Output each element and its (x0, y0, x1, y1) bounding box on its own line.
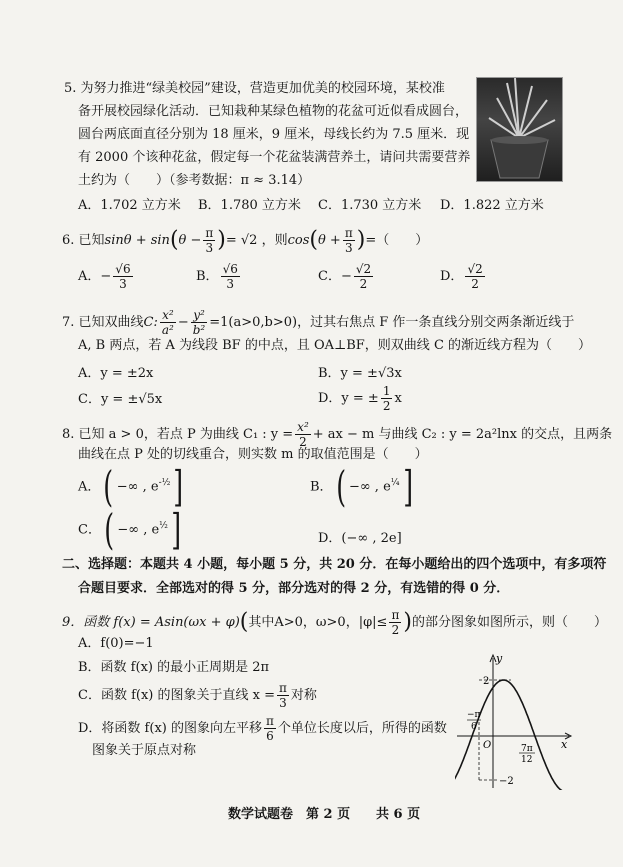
q8-option-a-lbracket: ( (103, 462, 114, 511)
q6-option-c-den: 2 (359, 277, 368, 291)
q5-option-d: D．1.822 立方米 (440, 198, 544, 213)
q6-stem-b: θ − (178, 233, 202, 248)
q7-option-d-den: 2 (382, 399, 391, 413)
q7-option-a: A．y = ±2x (78, 366, 154, 381)
q5-option-c: C．1.730 立方米 (318, 198, 422, 213)
q9-option-c (78, 681, 317, 710)
q5-line3: 圆台两底面直径分别为 18 厘米，9 厘米，母线长约为 7.5 厘米．现 (78, 127, 470, 142)
left-x-num: −π (467, 710, 481, 720)
q6-option-c-num: √2 (355, 262, 372, 276)
q9-stem-c: 的部分图象如图所示，则（ ） (411, 615, 607, 630)
q9-option-d-b: 个单位长度以后，所得的函数 (277, 721, 447, 736)
q8-option-b-rbracket: ] (402, 462, 413, 511)
q6-stem-c: = √2 ，则 (225, 233, 288, 248)
q7-line2: A, B 两点，若 A 为线段 BF 的中点，且 OA⊥BF，则双曲线 C 的渐近线方程为（ ） (78, 338, 592, 353)
origin-label: O (483, 740, 492, 751)
q8-frac-den: 2 (299, 435, 307, 449)
q9-frac (389, 608, 401, 637)
q8-frac-num: x² (297, 420, 309, 434)
section2-line1: 二、选择题：本题共 4 小题，每小题 5 分，共 20 分．在每小题给出的四个选项中，有多项符 (62, 557, 607, 572)
q9-stem-a: 9．函数 f(x) = Asin(ωx + φ) (62, 615, 240, 630)
left-x-den: 6 (471, 722, 477, 732)
q8-option-c-body: −∞ , e (117, 522, 160, 538)
q6-paren-open-2: ( (309, 227, 318, 253)
q6-option-d-den: 2 (471, 277, 479, 291)
q8-line2: 曲线在点 P 处的切线重合，则实数 m 的取值范围是（ ） (78, 447, 428, 462)
q7-frac-x (160, 308, 176, 337)
q8-option-b-label: B． (310, 479, 333, 495)
q6-option-d-num: √2 (467, 262, 483, 276)
q6-stem-e: θ + (317, 233, 341, 248)
q5-line5: 土约为（ ）（参考数据：π ≈ 3.14） (78, 173, 311, 188)
q7-frac-y (191, 308, 208, 337)
min-label: −2 (499, 776, 514, 787)
flowerpot-photo (476, 77, 563, 182)
q6-frac-2-num: π (344, 226, 353, 240)
q8-option-a-label: A． (78, 479, 101, 495)
q8-option-c (78, 505, 184, 554)
q8-option-c-lbracket: ( (104, 505, 115, 554)
q6-option-b-den: 3 (226, 277, 235, 291)
q6-option-a-num: √6 (115, 262, 131, 276)
q5-line4: 有 2000 个该种花盆，假定每一个花盆装满营养土，请问共需要营养 (78, 150, 471, 165)
q9-frac-den: 2 (391, 623, 400, 637)
q6-option-b-num: √6 (222, 262, 238, 276)
q9-option-d-a: D．将函数 f(x) 的图象向左平移 (78, 721, 262, 736)
q9-frac-num: π (391, 608, 400, 622)
q6-option-a-den: 3 (119, 277, 127, 291)
q8-line1-b: + ax − m 与曲线 C₂ : y = 2a²lnx 的交点，且两条 (312, 427, 613, 442)
q8-option-b (310, 462, 416, 511)
sine-graph (455, 652, 575, 790)
q8-option-d: D．(−∞ , 2e] (318, 531, 402, 546)
q6-option-a-sign: − (100, 269, 112, 284)
q9-option-a: A．f(0)=−1 (78, 636, 154, 651)
q8-option-b-exp: ¼ (390, 478, 400, 489)
q6-frac-1-den: 3 (205, 241, 214, 255)
q6-option-b-frac (221, 262, 240, 291)
plant-icon (477, 78, 562, 181)
q6-option-d-label: D． (440, 269, 464, 284)
q7-option-d-frac (381, 384, 393, 413)
q6-stem-f: =（ ） (365, 233, 429, 248)
q7-option-d (318, 384, 402, 413)
q6-frac-2 (343, 226, 355, 255)
q9-stem-b: 其中A>0，ω>0，|φ|≤ (248, 615, 388, 630)
q9-stem (62, 608, 607, 637)
q7-curve: C: (143, 315, 158, 330)
q8-option-c-label: C． (78, 522, 101, 538)
q5-option-b: B．1.780 立方米 (198, 198, 301, 213)
q7-prefix: 7. 已知双曲线 (62, 315, 144, 330)
q7-frac-y-num: y² (191, 308, 208, 323)
q9-option-c-num: π (279, 681, 287, 695)
q7-option-d-num: 1 (382, 384, 391, 398)
q6-option-d-frac (465, 262, 484, 291)
q6-option-c-sign: − (340, 269, 352, 284)
sine-curve (455, 680, 565, 790)
q6-stem (62, 226, 428, 255)
q6-option-c-frac (354, 262, 373, 291)
q7-option-c: C．y = ±√5x (78, 392, 163, 407)
q5-line1: 5. 为努力推进“绿美校园”建设，营造更加优美的校园环境，某校准 (64, 81, 445, 96)
q6-frac-1 (203, 226, 215, 255)
footer-page: 第 2 页 (306, 807, 351, 822)
q8-option-b-lbracket: ( (335, 462, 346, 511)
q9-option-d-den: 6 (266, 729, 274, 743)
max-label: 2 (483, 676, 490, 687)
q6-frac-2-den: 3 (344, 241, 353, 255)
q7-frac-y-den: b² (192, 323, 206, 337)
q6-prefix: 6. 已知 (62, 233, 105, 248)
q9-option-c-den: 3 (279, 696, 287, 710)
q9-option-b: B．函数 f(x) 的最小正周期是 2π (78, 660, 270, 675)
q7-option-b: B．y = ±√3x (318, 366, 402, 381)
q9-option-c-a: C．函数 f(x) 的图象关于直线 x = (78, 688, 275, 703)
q5-line2: 备开展校园绿化活动．已知栽种某绿色植物的花盆可近似看成圆台， (78, 104, 469, 119)
q8-line1 (62, 420, 612, 449)
q8-option-b-body: −∞ , e (348, 479, 391, 495)
q9-option-d-line2: 图象关于原点对称 (92, 743, 197, 758)
q7-cond: =1(a>0,b>0)，过其右焦点 F 作一条直线分别交两条渐近线于 (209, 315, 575, 330)
q7-option-d-post: x (394, 391, 402, 406)
q8-option-a (78, 462, 187, 511)
q7-frac-x-den: a² (161, 323, 174, 337)
q8-option-a-rbracket: ] (173, 462, 184, 511)
q6-frac-1-num: π (205, 226, 214, 240)
q9-option-c-frac (277, 681, 289, 710)
q6-option-a-label: A． (78, 269, 101, 284)
q6-option-b (196, 262, 242, 291)
q6-paren-open-1: ( (169, 227, 179, 253)
section2-line2: 合题目要求．全部选对的得 5 分，部分选对的得 2 分，有选错的得 0 分． (78, 581, 510, 596)
q8-option-a-body: −∞ , e (116, 479, 159, 495)
q9-option-d-num: π (265, 714, 274, 728)
q7-minus: − (177, 315, 189, 330)
q6-stem-d: cos (287, 233, 310, 248)
q9-option-d (78, 714, 447, 743)
q7-line1 (62, 308, 574, 337)
q6-option-b-label: B． (196, 269, 219, 284)
q6-paren-close-2: ) (356, 227, 366, 253)
q6-paren-close-1: ) (217, 227, 226, 253)
q8-option-c-exp: ½ (159, 521, 168, 532)
q6-option-d (440, 262, 487, 291)
q7-frac-x-num: x² (160, 308, 176, 323)
right-x-num: 7π (521, 744, 533, 754)
q8-option-a-exp: -½ (158, 478, 171, 489)
q6-stem-a: sinθ + sin (104, 233, 170, 248)
right-x-den: 12 (521, 755, 533, 765)
footer-title: 数学试题卷 (228, 807, 294, 822)
footer-total: 共 6 页 (376, 807, 421, 822)
q8-option-c-rbracket: ] (171, 505, 182, 554)
q8-line1-a: 8. 已知 a > 0，若点 P 为曲线 C₁ : y = (62, 427, 294, 442)
q9-option-d-frac (264, 714, 276, 743)
q6-option-c-label: C． (318, 269, 341, 284)
x-axis-label: x (561, 738, 568, 751)
q6-option-c (318, 262, 375, 291)
q9-paren-close: ) (403, 609, 412, 635)
q9-option-c-b: 对称 (290, 688, 317, 703)
q9-paren-open: ( (239, 609, 249, 635)
q8-frac (295, 420, 311, 449)
q5-option-a: A．1.702 立方米 (78, 198, 181, 213)
q6-option-a-frac (113, 262, 132, 291)
y-axis-label: y (496, 652, 503, 665)
q6-option-a (78, 262, 135, 291)
q7-option-d-pre: D．y = ± (318, 391, 379, 406)
